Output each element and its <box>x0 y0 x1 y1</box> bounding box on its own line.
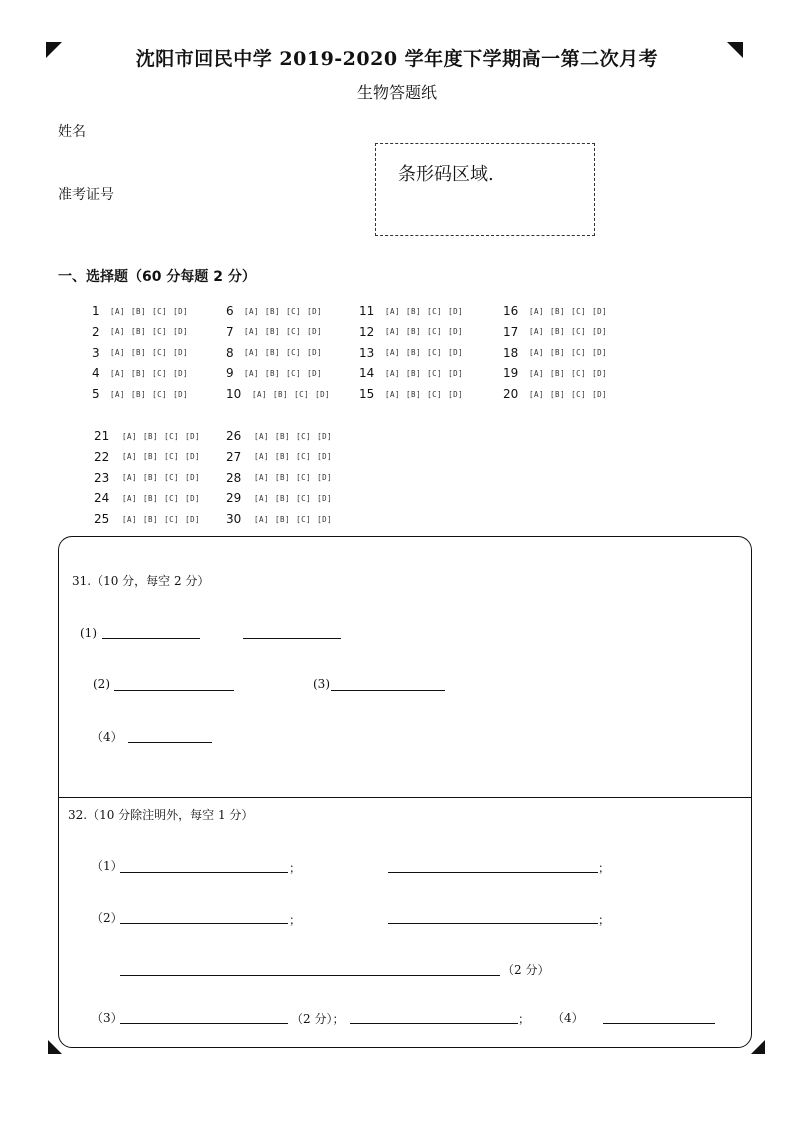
answer-bubble-b[interactable]: [B] <box>143 493 159 503</box>
q32-blank-3b[interactable] <box>350 1023 518 1024</box>
question-row <box>226 365 322 381</box>
answer-bubble-a[interactable]: [A] <box>122 473 138 483</box>
answer-bubble-a[interactable]: [A] <box>529 368 545 378</box>
answer-bubble-a[interactable]: [A] <box>244 348 260 358</box>
exam-id-label: 准考证号 <box>58 187 114 203</box>
answer-bubble-d[interactable]: [D] <box>317 452 333 462</box>
answer-bubble-a[interactable]: [A] <box>254 493 270 503</box>
answer-bubble-d[interactable]: [D] <box>448 327 464 337</box>
answer-bubble-a[interactable]: [A] <box>254 514 270 524</box>
answer-bubble-b[interactable]: [B] <box>406 389 422 399</box>
question-number: 1 <box>92 304 100 318</box>
answer-bubble-b[interactable]: [B] <box>131 368 147 378</box>
answer-bubble-b[interactable]: [B] <box>275 473 291 483</box>
question-number: 28 <box>226 470 242 485</box>
answer-bubble-c[interactable]: [C] <box>296 493 312 503</box>
answer-bubble-a[interactable]: [A] <box>122 452 138 462</box>
q31-heading: 31.（10 分，每空 2 分） <box>72 574 210 588</box>
q32-blank-2c[interactable] <box>120 975 500 976</box>
question-number: 29 <box>226 491 242 506</box>
answer-bubble-d[interactable]: [D] <box>307 327 323 337</box>
answer-bubble-d[interactable]: [D] <box>185 514 201 524</box>
answer-bubble-a[interactable]: [A] <box>110 389 126 399</box>
question-number: 9 <box>226 366 234 381</box>
answer-bubble-d[interactable]: [D] <box>448 306 464 316</box>
page-title: 沈阳市回民中学 2019-2020 学年度下学期高一第二次月考 <box>135 48 659 70</box>
answer-bubble-b[interactable]: [B] <box>265 368 281 378</box>
answer-bubble-b[interactable]: [B] <box>550 327 566 337</box>
answer-bubble-c[interactable]: [C] <box>286 368 302 378</box>
answer-bubble-c[interactable]: [C] <box>427 327 443 337</box>
question-number: 30 <box>226 512 242 527</box>
question-row <box>92 345 188 361</box>
answer-bubble-b[interactable]: [B] <box>131 348 147 358</box>
answer-bubble-c[interactable]: [C] <box>427 368 443 378</box>
answer-bubble-a[interactable]: [A] <box>252 389 268 399</box>
answer-bubble-d[interactable]: [D] <box>592 327 608 337</box>
answer-bubble-c[interactable]: [C] <box>296 452 312 462</box>
answer-bubble-b[interactable]: [B] <box>273 389 289 399</box>
q32-semicolon-1a: ； <box>289 861 302 875</box>
answer-bubble-d[interactable]: [D] <box>173 348 189 358</box>
answer-bubble-d[interactable]: [D] <box>173 327 189 337</box>
question-row <box>94 490 200 506</box>
name-label: 姓名 <box>58 124 86 140</box>
answer-bubble-d[interactable]: [D] <box>307 368 323 378</box>
q32-semicolon-1b: ； <box>598 861 611 875</box>
question-number: 8 <box>226 345 234 360</box>
answer-bubble-a[interactable]: [A] <box>244 327 260 337</box>
q32-label-4: （4） <box>552 1011 584 1025</box>
answer-box-divider <box>59 797 751 798</box>
question-number: 25 <box>94 512 110 527</box>
question-number: 15 <box>359 387 375 402</box>
answer-bubble-b[interactable]: [B] <box>265 327 281 337</box>
question-row <box>94 470 200 486</box>
answer-bubble-d[interactable]: [D] <box>307 348 323 358</box>
answer-bubble-c[interactable]: [C] <box>286 348 302 358</box>
question-row <box>94 449 200 465</box>
answer-bubble-a[interactable]: [A] <box>122 514 138 524</box>
question-number: 18 <box>503 345 519 360</box>
answer-bubble-c[interactable]: [C] <box>571 368 587 378</box>
question-row <box>503 386 607 402</box>
answer-bubble-c[interactable]: [C] <box>296 431 312 441</box>
q31-blank-1b[interactable] <box>243 638 341 639</box>
question-row <box>94 511 200 527</box>
answer-bubble-d[interactable]: [D] <box>173 368 189 378</box>
question-row <box>359 303 463 319</box>
answer-bubble-d[interactable]: [D] <box>315 389 331 399</box>
question-number: 20 <box>503 387 519 402</box>
page-subtitle: 生物答题纸 <box>356 83 437 102</box>
answer-bubble-b[interactable]: [B] <box>550 389 566 399</box>
question-number: 5 <box>92 387 100 402</box>
answer-bubble-b[interactable]: [B] <box>406 306 422 316</box>
question-row <box>92 303 188 319</box>
question-number: 2 <box>92 324 100 339</box>
answer-bubble-d[interactable]: [D] <box>592 306 608 316</box>
answer-bubble-d[interactable]: [D] <box>317 493 333 503</box>
question-row <box>92 365 188 381</box>
answer-bubble-b[interactable]: [B] <box>143 452 159 462</box>
answer-bubble-a[interactable]: [A] <box>122 431 138 441</box>
answer-bubble-d[interactable]: [D] <box>317 473 333 483</box>
answer-bubble-b[interactable]: [B] <box>275 514 291 524</box>
answer-bubble-c[interactable]: [C] <box>286 306 302 316</box>
q32-label-3: （3） <box>91 1011 123 1025</box>
answer-bubble-c[interactable]: [C] <box>571 306 587 316</box>
answer-bubble-d[interactable]: [D] <box>173 306 189 316</box>
answer-bubble-b[interactable]: [B] <box>265 306 281 316</box>
question-number: 6 <box>226 304 234 318</box>
answer-bubble-a[interactable]: [A] <box>385 389 401 399</box>
answer-bubble-c[interactable]: [C] <box>164 514 180 524</box>
q32-blank-1b[interactable] <box>388 872 598 873</box>
answer-bubble-c[interactable]: [C] <box>571 348 587 358</box>
question-row <box>226 303 322 319</box>
answer-bubble-c[interactable]: [C] <box>152 368 168 378</box>
question-number: 12 <box>359 324 375 339</box>
question-number: 14 <box>359 366 375 381</box>
answer-bubble-c[interactable]: [C] <box>286 327 302 337</box>
q32-points-note-2: （2 分） <box>502 963 550 977</box>
answer-bubble-d[interactable]: [D] <box>317 431 333 441</box>
answer-bubble-a[interactable]: [A] <box>254 452 270 462</box>
answer-bubble-a[interactable]: [A] <box>110 327 126 337</box>
answer-bubble-a[interactable]: [A] <box>254 473 270 483</box>
answer-bubble-c[interactable]: [C] <box>427 306 443 316</box>
question-row <box>226 345 322 361</box>
answer-bubble-c[interactable]: [C] <box>152 389 168 399</box>
question-row <box>226 324 322 340</box>
question-row <box>226 428 332 444</box>
answer-bubble-a[interactable]: [A] <box>529 306 545 316</box>
question-number: 4 <box>92 366 100 381</box>
answer-bubble-c[interactable]: [C] <box>152 348 168 358</box>
answer-bubble-d[interactable]: [D] <box>448 368 464 378</box>
question-number: 10 <box>226 387 242 402</box>
answer-bubble-c[interactable]: [C] <box>571 327 587 337</box>
answer-bubble-c[interactable]: [C] <box>296 514 312 524</box>
answer-bubble-d[interactable]: [D] <box>307 306 323 316</box>
answer-bubble-b[interactable]: [B] <box>406 348 422 358</box>
q31-blank-4[interactable] <box>128 742 212 743</box>
question-number: 19 <box>503 366 519 381</box>
corner-mark-bottom-right <box>751 1040 765 1054</box>
answer-bubble-c[interactable]: [C] <box>427 389 443 399</box>
answer-bubble-d[interactable]: [D] <box>317 514 333 524</box>
question-number: 24 <box>94 491 110 506</box>
answer-bubble-b[interactable]: [B] <box>265 348 281 358</box>
question-number: 7 <box>226 324 234 339</box>
barcode-label: 条形码区域. <box>398 164 494 185</box>
answer-bubble-c[interactable]: [C] <box>152 327 168 337</box>
answer-bubble-c[interactable]: [C] <box>152 306 168 316</box>
q31-label-2: (2) <box>93 677 110 691</box>
question-row <box>226 386 330 402</box>
answer-bubble-c[interactable]: [C] <box>294 389 310 399</box>
question-number: 27 <box>226 449 242 464</box>
q32-semicolon-2b: ； <box>598 913 611 927</box>
answer-bubble-b[interactable]: [B] <box>143 514 159 524</box>
answer-bubble-b[interactable]: [B] <box>131 327 147 337</box>
q32-blank-2a[interactable] <box>120 923 288 924</box>
answer-bubble-b[interactable]: [B] <box>550 368 566 378</box>
answer-bubble-b[interactable]: [B] <box>143 431 159 441</box>
answer-bubble-b[interactable]: [B] <box>550 306 566 316</box>
answer-bubble-d[interactable]: [D] <box>185 473 201 483</box>
q32-label-2: （2） <box>91 911 123 925</box>
answer-bubble-a[interactable]: [A] <box>385 368 401 378</box>
answer-bubble-d[interactable]: [D] <box>448 348 464 358</box>
answer-bubble-d[interactable]: [D] <box>448 389 464 399</box>
answer-bubble-c[interactable]: [C] <box>164 493 180 503</box>
question-number: 3 <box>92 345 100 360</box>
question-row <box>226 470 332 486</box>
q32-label-1: （1） <box>91 859 123 873</box>
question-number: 23 <box>94 470 110 485</box>
answer-bubble-d[interactable]: [D] <box>592 368 608 378</box>
question-number: 22 <box>94 449 110 464</box>
question-row <box>226 490 332 506</box>
answer-bubble-a[interactable]: [A] <box>385 306 401 316</box>
question-row <box>359 345 463 361</box>
answer-bubble-c[interactable]: [C] <box>164 452 180 462</box>
q31-label-1: (1) <box>80 626 97 640</box>
q31-label-4: （4） <box>91 730 123 744</box>
q31-blank-3[interactable] <box>331 690 445 691</box>
answer-bubble-b[interactable]: [B] <box>143 473 159 483</box>
question-row <box>226 449 332 465</box>
question-row <box>503 303 607 319</box>
answer-bubble-b[interactable]: [B] <box>131 389 147 399</box>
answer-bubble-d[interactable]: [D] <box>173 389 189 399</box>
q31-label-3: (3) <box>313 677 330 691</box>
answer-box <box>58 536 752 1048</box>
question-number: 26 <box>226 429 242 443</box>
q31-blank-2[interactable] <box>114 690 234 691</box>
q32-blank-2b[interactable] <box>388 923 598 924</box>
answer-bubble-b[interactable]: [B] <box>275 493 291 503</box>
question-number: 16 <box>503 304 519 318</box>
barcode-area <box>375 143 595 236</box>
q32-semicolon-2a: ； <box>289 913 302 927</box>
answer-bubble-a[interactable]: [A] <box>122 493 138 503</box>
answer-bubble-d[interactable]: [D] <box>185 493 201 503</box>
question-row <box>503 365 607 381</box>
answer-bubble-c[interactable]: [C] <box>164 431 180 441</box>
question-row <box>359 386 463 402</box>
q32-blank-4[interactable] <box>603 1023 715 1024</box>
q32-heading: 32.（10 分除注明外，每空 1 分） <box>68 808 254 822</box>
answer-bubble-a[interactable]: [A] <box>529 348 545 358</box>
answer-bubble-a[interactable]: [A] <box>110 306 126 316</box>
question-row <box>92 324 188 340</box>
answer-bubble-a[interactable]: [A] <box>529 389 545 399</box>
q32-blank-3a[interactable] <box>120 1023 288 1024</box>
answer-bubble-a[interactable]: [A] <box>244 306 260 316</box>
q32-blank-1a[interactable] <box>120 872 288 873</box>
q32-semicolon-3: ； <box>518 1012 531 1026</box>
answer-bubble-d[interactable]: [D] <box>185 431 201 441</box>
answer-bubble-a[interactable]: [A] <box>110 368 126 378</box>
answer-bubble-c[interactable]: [C] <box>164 473 180 483</box>
section-heading-choice: 一、选择题（60 分每题 2 分） <box>58 269 256 285</box>
question-number: 13 <box>359 345 375 360</box>
question-number: 21 <box>94 429 110 443</box>
question-row <box>359 365 463 381</box>
question-row <box>92 386 188 402</box>
answer-bubble-c[interactable]: [C] <box>427 348 443 358</box>
q31-blank-1a[interactable] <box>102 638 200 639</box>
question-row <box>94 428 200 444</box>
answer-bubble-d[interactable]: [D] <box>185 452 201 462</box>
answer-bubble-b[interactable]: [B] <box>550 348 566 358</box>
answer-bubble-a[interactable]: [A] <box>385 348 401 358</box>
question-row <box>503 345 607 361</box>
answer-bubble-b[interactable]: [B] <box>275 431 291 441</box>
answer-bubble-b[interactable]: [B] <box>406 327 422 337</box>
answer-bubble-b[interactable]: [B] <box>131 306 147 316</box>
question-row <box>503 324 607 340</box>
q32-points-note-3: （2 分）； <box>291 1012 345 1026</box>
answer-bubble-a[interactable]: [A] <box>110 348 126 358</box>
answer-bubble-a[interactable]: [A] <box>254 431 270 441</box>
question-row <box>359 324 463 340</box>
answer-bubble-a[interactable]: [A] <box>244 368 260 378</box>
answer-bubble-c[interactable]: [C] <box>296 473 312 483</box>
answer-bubble-a[interactable]: [A] <box>385 327 401 337</box>
answer-bubble-c[interactable]: [C] <box>571 389 587 399</box>
answer-bubble-b[interactable]: [B] <box>406 368 422 378</box>
answer-bubble-d[interactable]: [D] <box>592 389 608 399</box>
answer-bubble-b[interactable]: [B] <box>275 452 291 462</box>
answer-bubble-a[interactable]: [A] <box>529 327 545 337</box>
question-number: 11 <box>359 304 375 318</box>
question-number: 17 <box>503 324 519 339</box>
answer-bubble-d[interactable]: [D] <box>592 348 608 358</box>
question-row <box>226 511 332 527</box>
